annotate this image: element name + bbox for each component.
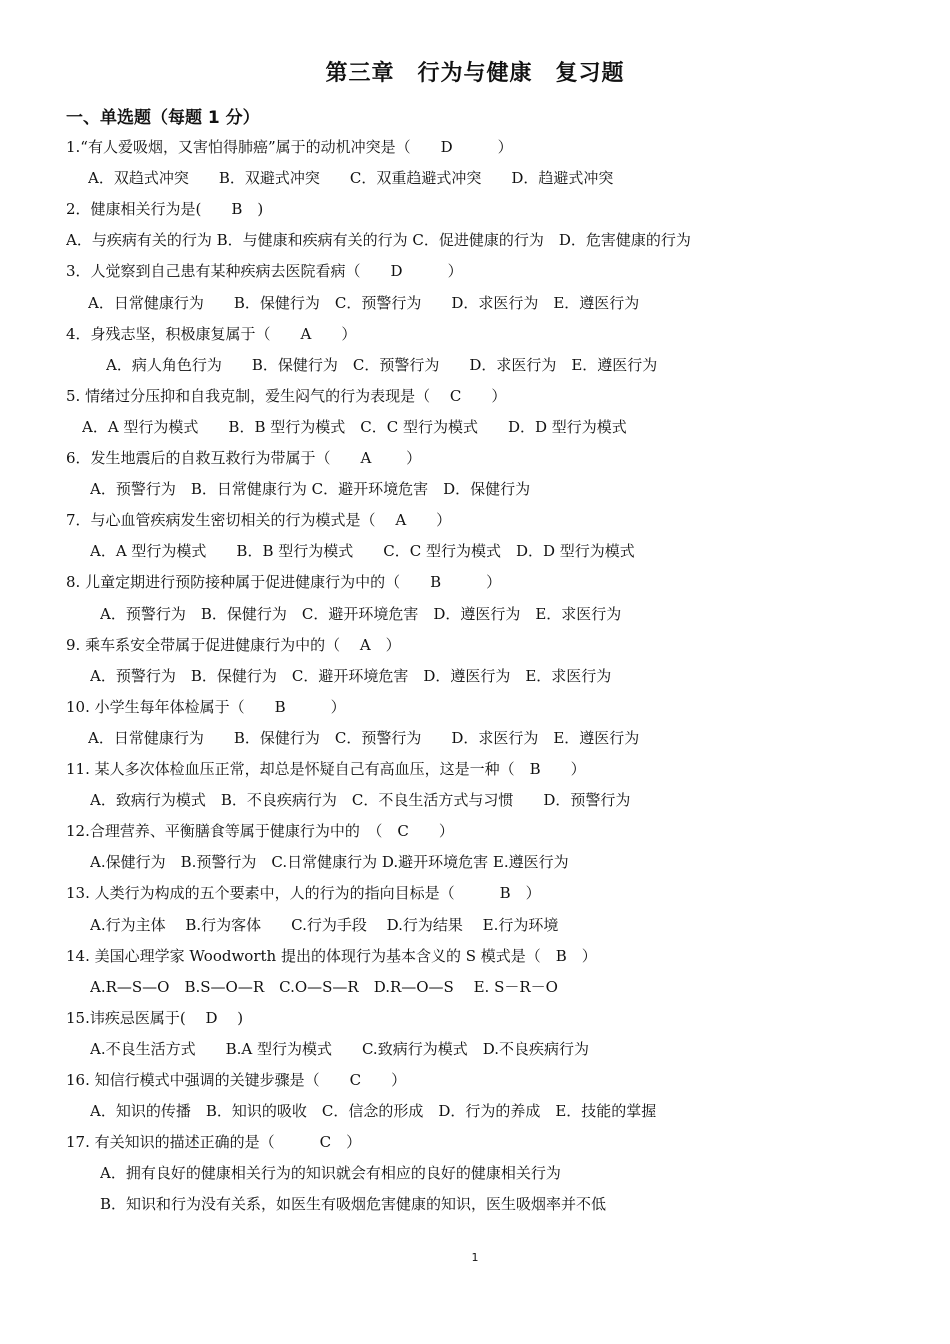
answer-options: A．A 型行为模式 B．B 型行为模式 C．C 型行为模式 D．D 型行为模式	[82, 417, 627, 436]
question-text: 9. 乘车系安全带属于促进健康行为中的（ A ）	[66, 635, 401, 654]
answer-options: A．致病行为模式 B．不良疾病行为 C．不良生活方式与习惯 D．预警行为	[90, 791, 631, 810]
answer-options: A．知识的传播 B．知识的吸收 C．信念的形成 D．行为的养成 E．技能的掌握	[90, 1102, 657, 1121]
answer-options: A．病人角色行为 B．保健行为 C．预警行为 D．求医行为 E．遵医行为	[106, 355, 658, 374]
answer-options: B．知识和行为没有关系，如医生有吸烟危害健康的知识，医生吸烟率并不低	[100, 1195, 607, 1214]
answer-options: A．预警行为 B．保健行为 C．避开环境危害 D．遵医行为 E．求医行为	[100, 604, 622, 623]
question-text: 12.合理营养、平衡膳食等属于健康行为中的 （ C ）	[66, 822, 454, 841]
question-text: 11. 某人多次体检血压正常，却总是怀疑自己有高血压，这是一种（ B ）	[66, 760, 586, 778]
question-text: 1.“有人爱吸烟，又害怕得肺癌”属于的动机冲突是（ D ）	[66, 138, 513, 156]
answer-options: A.R—S—O B.S—O—R C.O—S—R D.R—O—S E. S－R－O	[90, 977, 558, 996]
answer-options: A.不良生活方式 B.A 型行为模式 C.致病行为模式 D.不良疾病行为	[90, 1039, 589, 1058]
page-title: 第三章 行为与健康 复习题	[325, 61, 625, 86]
answer-options: A．日常健康行为 B．保健行为 C．预警行为 D．求医行为 E．遵医行为	[88, 293, 640, 312]
question-text: 7．与心血管疾病发生密切相关的行为模式是（ A ）	[66, 511, 452, 530]
answer-options: A．拥有良好的健康相关行为的知识就会有相应的良好的健康相关行为	[100, 1164, 561, 1183]
section-heading: 一、单选题（每题 1 分）	[66, 108, 260, 128]
question-text: 2．健康相关行为是( B )	[66, 200, 264, 219]
page-number: 1	[471, 1251, 479, 1264]
question-text: 16. 知信行模式中强调的关键步骤是（ C ）	[66, 1071, 407, 1089]
answer-options: A.行为主体 B.行为客体 C.行为手段 D.行为结果 E.行为环境	[90, 915, 559, 934]
question-text: 4．身残志坚，积极康复属于（ A ）	[66, 324, 357, 343]
answer-options: A．预警行为 B．日常健康行为 C．避开环境危害 D．保健行为	[90, 480, 531, 499]
question-text: 17. 有关知识的描述正确的是（ C ）	[66, 1133, 362, 1152]
question-text: 15.讳疾忌医属于( D )	[66, 1008, 244, 1027]
question-text: A．与疾病有关的行为 B．与健康和疾病有关的行为 C．促进健康的行为 D．危害健康的行为	[66, 231, 691, 250]
answer-options: A．日常健康行为 B．保健行为 C．预警行为 D．求医行为 E．遵医行为	[88, 728, 640, 747]
question-text: 8. 儿童定期进行预防接种属于促进健康行为中的（ B ）	[66, 573, 502, 592]
question-text: 14. 美国心理学家 Woodworth 提出的体现行为基本含义的 S 模式是（ B ）	[66, 946, 597, 965]
answer-options: A．双趋式冲突 B．双避式冲突 C．双重趋避式冲突 D．趋避式冲突	[88, 169, 614, 188]
question-text: 5. 情绪过分压抑和自我克制，爱生闷气的行为表现是（ C ）	[66, 386, 507, 405]
question-text: 10. 小学生每年体检属于（ B ）	[66, 697, 346, 716]
answer-options: A．A 型行为模式 B．B 型行为模式 C．C 型行为模式 D．D 型行为模式	[90, 542, 635, 561]
question-text: 6．发生地震后的自救互救行为带属于（ A ）	[66, 449, 422, 467]
answer-options: A.保健行为 B.预警行为 C.日常健康行为 D.避开环境危害 E.遵医行为	[90, 853, 569, 872]
answer-options: A．预警行为 B．保健行为 C．避开环境危害 D．遵医行为 E．求医行为	[90, 666, 612, 685]
question-text: 3．人觉察到自己患有某种疾病去医院看病（ D ）	[66, 262, 463, 281]
question-text: 13. 人类行为构成的五个要素中，人的行为的指向目标是（ B ）	[66, 884, 541, 903]
